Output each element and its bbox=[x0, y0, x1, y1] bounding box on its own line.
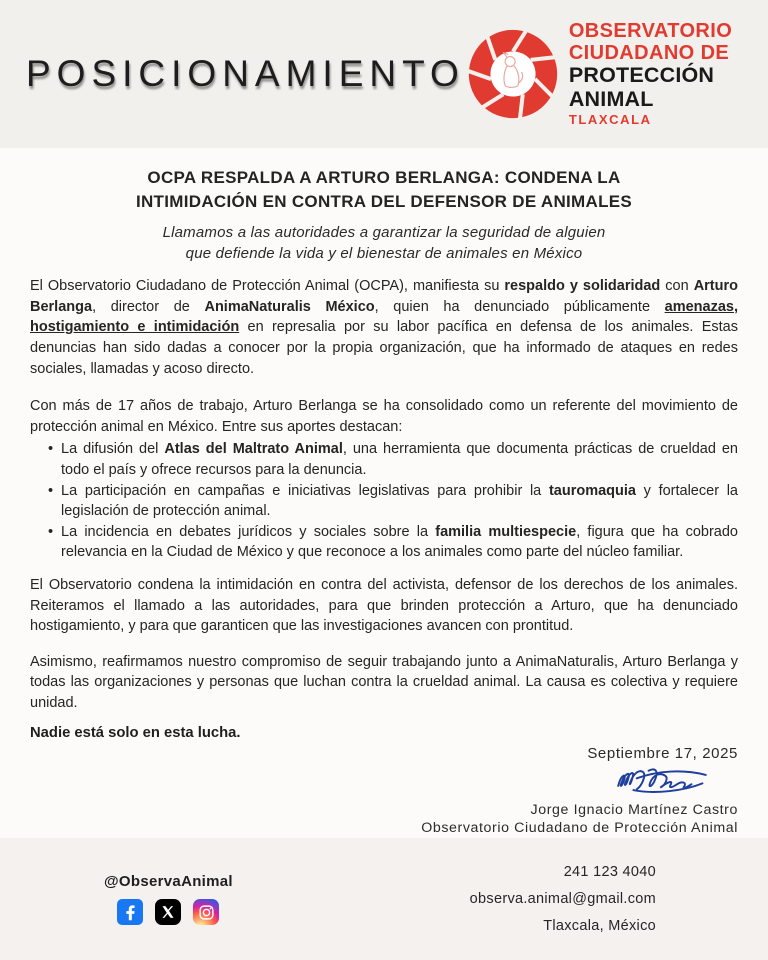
header-band bbox=[0, 0, 768, 148]
title-line-2: INTIMIDACIÓN EN CONTRA DEL DEFENSOR DE ANIMALES bbox=[135, 192, 633, 212]
paragraph-4: Asimismo, reafirmamos nuestro compromiso de seguir trabajando junto a AnimaNaturalis, Arturo Berlanga y todas las organizaciones y personas que luchan contra la crueldad animal. La causa es colectiva y requiere unidad. bbox=[30, 653, 738, 711]
list-item: • La difusión del Atlas del Maltrato Animal, una herramienta que documenta prácticas de crueldad en todo el país y ofrece recursos para la denuncia. bbox=[48, 439, 738, 480]
list-item: • La incidencia en debates jurídicos y sociales sobre la familia multiespecie, figura que ha cobrado relevancia en la Ciudad de México y que reconoce a los animales como parte del núcleo familiar. bbox=[48, 522, 738, 563]
social-column bbox=[104, 873, 233, 925]
closing-statement: Nadie está solo en esta lucha. bbox=[30, 724, 241, 741]
logo-line-2: CIUDADANO DE bbox=[568, 42, 730, 65]
statement-body bbox=[0, 148, 768, 838]
logo-line-1: OBSERVATORIO bbox=[568, 20, 733, 43]
contribution-list bbox=[30, 439, 738, 563]
signer-organization: Observatorio Ciudadano de Protección Animal bbox=[421, 820, 738, 837]
social-icons-row bbox=[104, 899, 233, 925]
logo-line-4: TLAXCALA bbox=[568, 112, 652, 128]
subtitle-line-1: Llamamos a las autoridades a garantizar la seguridad de alguien bbox=[162, 224, 606, 242]
facebook-icon[interactable] bbox=[117, 899, 143, 925]
kicker-posicionamiento: POSICIONAMIENTO bbox=[26, 53, 465, 94]
signer-name: Jorge Ignacio Martínez Castro bbox=[530, 801, 738, 818]
list-item: • La participación en campañas e iniciativas legislativas para prohibir la tauromaquia y fortalecer la legislación de protección animal. bbox=[48, 481, 738, 522]
logo-wordmark bbox=[569, 20, 746, 128]
aperture-logo-icon bbox=[465, 24, 561, 124]
paragraph-3: El Observatorio condena la intimidación en contra del activista, defensor de los derechos de los animales. Reiteramos el llamado a las autoridades, para que brinden protección a Arturo, que ha denunciado hostigamiento, y para que garanticen que las investigaciones avancen con prontitud. bbox=[30, 576, 738, 635]
contact-column bbox=[470, 859, 656, 940]
title-line-1: OCPA RESPALDA A ARTURO BERLANGA: CONDENA LA bbox=[147, 168, 621, 187]
instagram-icon[interactable] bbox=[193, 899, 219, 925]
location: Tlaxcala, México bbox=[543, 917, 656, 934]
statement-subtitle bbox=[84, 222, 684, 264]
paragraph-2: Con más de 17 años de trabajo, Arturo Berlanga se ha consolidado como un referente del movimiento de protección animal en México. Entre sus aportes destacan: bbox=[30, 398, 738, 435]
signature-icon bbox=[608, 764, 716, 801]
signature-block bbox=[30, 764, 738, 838]
email-address: observa.animal@gmail.com bbox=[469, 890, 656, 907]
logo-line-3: PROTECCIÓN ANIMAL bbox=[568, 63, 715, 111]
paragraph-1: El Observatorio Ciudadano de Protección Animal (OCPA), manifiesta su respaldo y solidaridad con Arturo Berlanga, director de AnimaNaturalis México, quien ha denunciado públicamente amenazas, hostigamiento e intimidación en represalia por su labor pacífica en defensa de los animales. Estas denuncias han sido dadas a conocer por la propia organización, que ha informado de ataques en redes sociales, llamadas y acoso directo. bbox=[30, 278, 739, 377]
dateline: Septiembre 17, 2025 bbox=[587, 744, 738, 762]
statement-title bbox=[84, 166, 684, 214]
phone-number: 241 123 4040 bbox=[563, 863, 656, 880]
subtitle-line-2: que defiende la vida y el bienestar de animales en México bbox=[185, 245, 583, 263]
ocpa-logo bbox=[465, 20, 746, 128]
x-twitter-icon[interactable] bbox=[155, 899, 181, 925]
social-handle: @ObservaAnimal bbox=[104, 873, 233, 890]
footer-band bbox=[0, 838, 768, 960]
